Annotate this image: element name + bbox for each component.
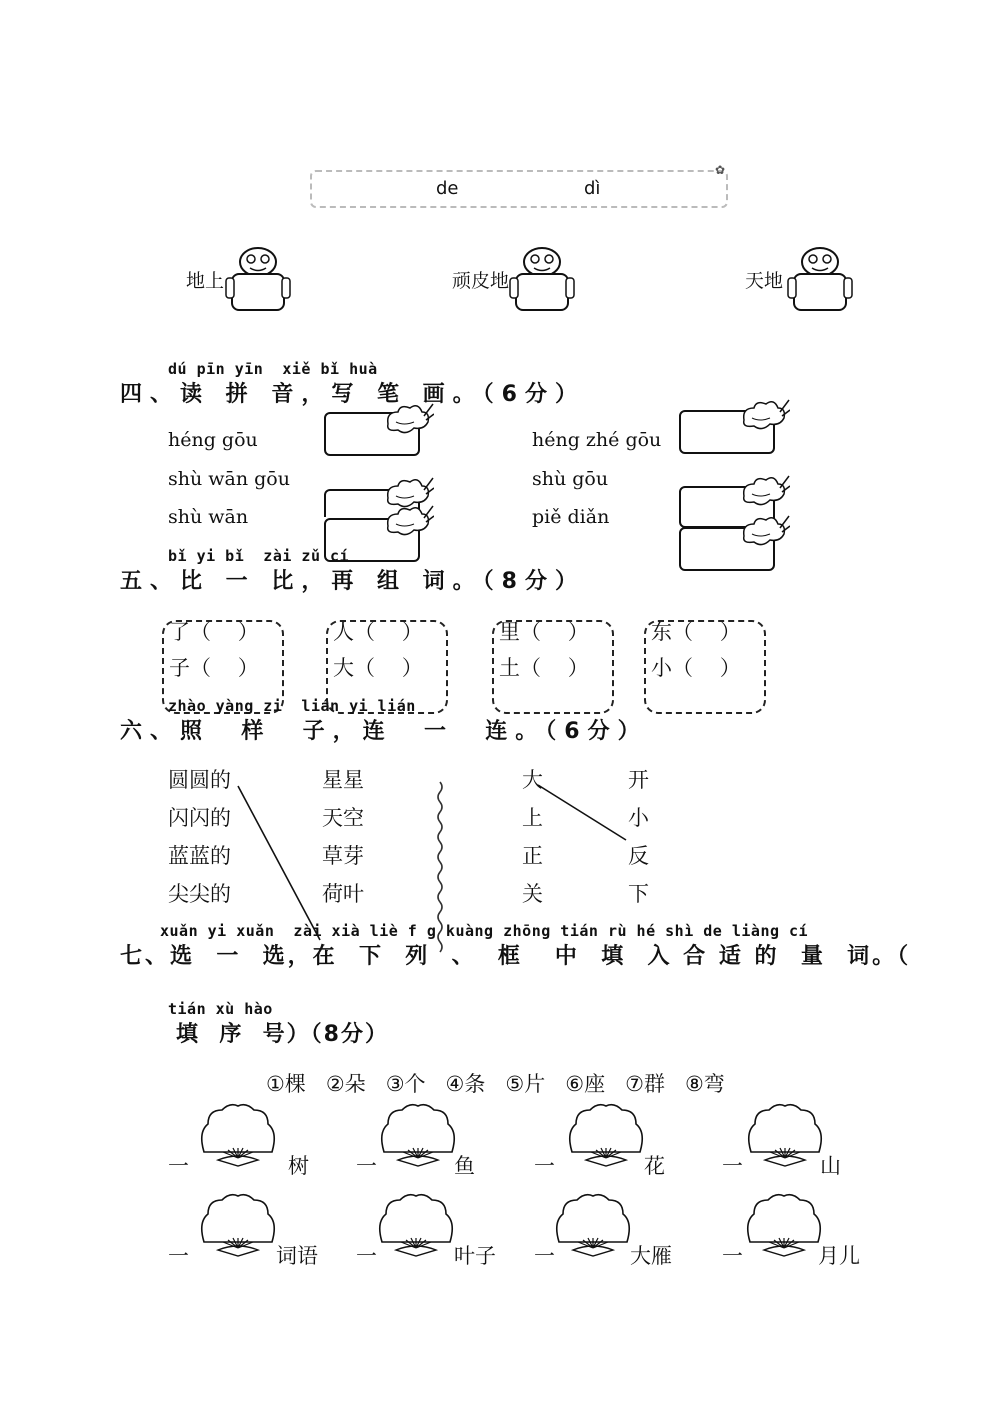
match-left-2[interactable]: 草芽: [322, 844, 364, 868]
noun-label: 月儿: [818, 1244, 860, 1268]
measure-word-options: ①棵 ②朵 ③个 ④条 ⑤片 ⑥座 ⑦群 ⑧弯: [266, 1072, 725, 1096]
section4-pinyin: dú pīn yīn xiě bǐ huà: [168, 360, 378, 378]
match-right-2[interactable]: 下: [628, 882, 649, 906]
stroke-label: piě diǎn: [532, 506, 610, 528]
example-line-left: [238, 786, 320, 940]
section7-pinyin: xuǎn yi xuǎn zài xià liè f g kuàng zhōng tián rù hé shì de liàng cí: [160, 922, 809, 940]
match-right-1[interactable]: 上: [522, 806, 543, 830]
match-right-1[interactable]: 大: [522, 768, 543, 792]
decor-fish-icon: ✿: [715, 163, 726, 177]
match-right-2[interactable]: 反: [628, 844, 649, 868]
noun-label: 叶子: [454, 1244, 496, 1268]
compare-item[interactable]: 小（ ）: [651, 656, 741, 680]
compare-item[interactable]: 人（ ）: [333, 620, 423, 644]
section5-title: 五、比 一 比，再 组 词。（8分）: [120, 569, 585, 594]
noun-label: 树: [288, 1154, 309, 1178]
noun-label: 鱼: [454, 1154, 475, 1178]
prefix-yi: 一: [168, 1244, 189, 1268]
shell-icon[interactable]: [744, 1192, 824, 1260]
section5-pinyin: bǐ yi bǐ zài zǔ cí: [168, 547, 350, 565]
noun-label: 花: [644, 1154, 665, 1178]
stroke-label: héng zhé gōu: [532, 429, 662, 451]
compare-item[interactable]: 大（ ）: [333, 656, 423, 680]
example-line-right: [538, 785, 626, 840]
stroke-label: shù wān gōu: [168, 468, 290, 490]
prefix-yi: 一: [168, 1154, 189, 1178]
section7-title: 七、选 一 选，在 下 列 、 框 中 填 入 合 适 的 量 词。（: [120, 944, 912, 969]
option-de: de: [436, 178, 459, 199]
shell-icon[interactable]: [198, 1102, 278, 1170]
stroke-label: shù gōu: [532, 468, 609, 490]
stroke-label: shù wān: [168, 506, 249, 528]
noun-label: 山: [820, 1154, 841, 1178]
compare-item[interactable]: 土（ ）: [499, 656, 589, 680]
section7-title2: 填 序 号）（8分）: [176, 1022, 389, 1047]
match-left-2[interactable]: 荷叶: [322, 882, 364, 906]
prefix-yi: 一: [722, 1244, 743, 1268]
compare-item[interactable]: 里（ ）: [499, 620, 589, 644]
match-left-2[interactable]: 天空: [322, 806, 364, 830]
match-right-2[interactable]: 开: [628, 768, 649, 792]
prefix-yi: 一: [356, 1154, 377, 1178]
compare-item[interactable]: 子（ ）: [169, 656, 259, 680]
top-item-2: 顽皮地: [452, 270, 510, 292]
shell-icon[interactable]: [745, 1102, 825, 1170]
prefix-yi: 一: [534, 1154, 555, 1178]
match-right-1[interactable]: 关: [522, 882, 543, 906]
compare-item[interactable]: 东（ ）: [651, 620, 741, 644]
match-left-1[interactable]: 蓝蓝的: [168, 844, 231, 868]
noun-label: 词语: [276, 1244, 318, 1268]
option-di: dì: [584, 178, 601, 199]
shell-icon[interactable]: [378, 1102, 458, 1170]
top-item-3: 天地: [745, 270, 784, 292]
shell-icon[interactable]: [553, 1192, 633, 1260]
noun-label: 大雁: [630, 1244, 672, 1268]
match-right-2[interactable]: 小: [628, 806, 649, 830]
shell-icon[interactable]: [198, 1192, 278, 1260]
match-left-1[interactable]: 闪闪的: [168, 806, 231, 830]
section7-pinyin2: tián xù hào: [168, 1000, 273, 1018]
match-left-2[interactable]: 星星: [322, 768, 364, 792]
match-left-1[interactable]: 尖尖的: [168, 882, 231, 906]
section4-title: 四、读 拼 音，写 笔 画。（6分）: [120, 382, 585, 407]
top-item-1: 地上: [186, 270, 225, 292]
match-right-1[interactable]: 正: [522, 844, 543, 868]
shell-icon[interactable]: [376, 1192, 456, 1260]
stroke-label: héng gōu: [168, 429, 258, 451]
prefix-yi: 一: [356, 1244, 377, 1268]
shell-icon[interactable]: [566, 1102, 646, 1170]
section6-title: 六、照 样 子，连 一 连。（6分）: [120, 719, 648, 744]
compare-item[interactable]: 了（ ）: [169, 620, 259, 644]
section6-pinyin: zhào yàng zi lián yi lián: [168, 697, 416, 715]
prefix-yi: 一: [722, 1154, 743, 1178]
match-left-1[interactable]: 圆圆的: [168, 768, 231, 792]
prefix-yi: 一: [534, 1244, 555, 1268]
